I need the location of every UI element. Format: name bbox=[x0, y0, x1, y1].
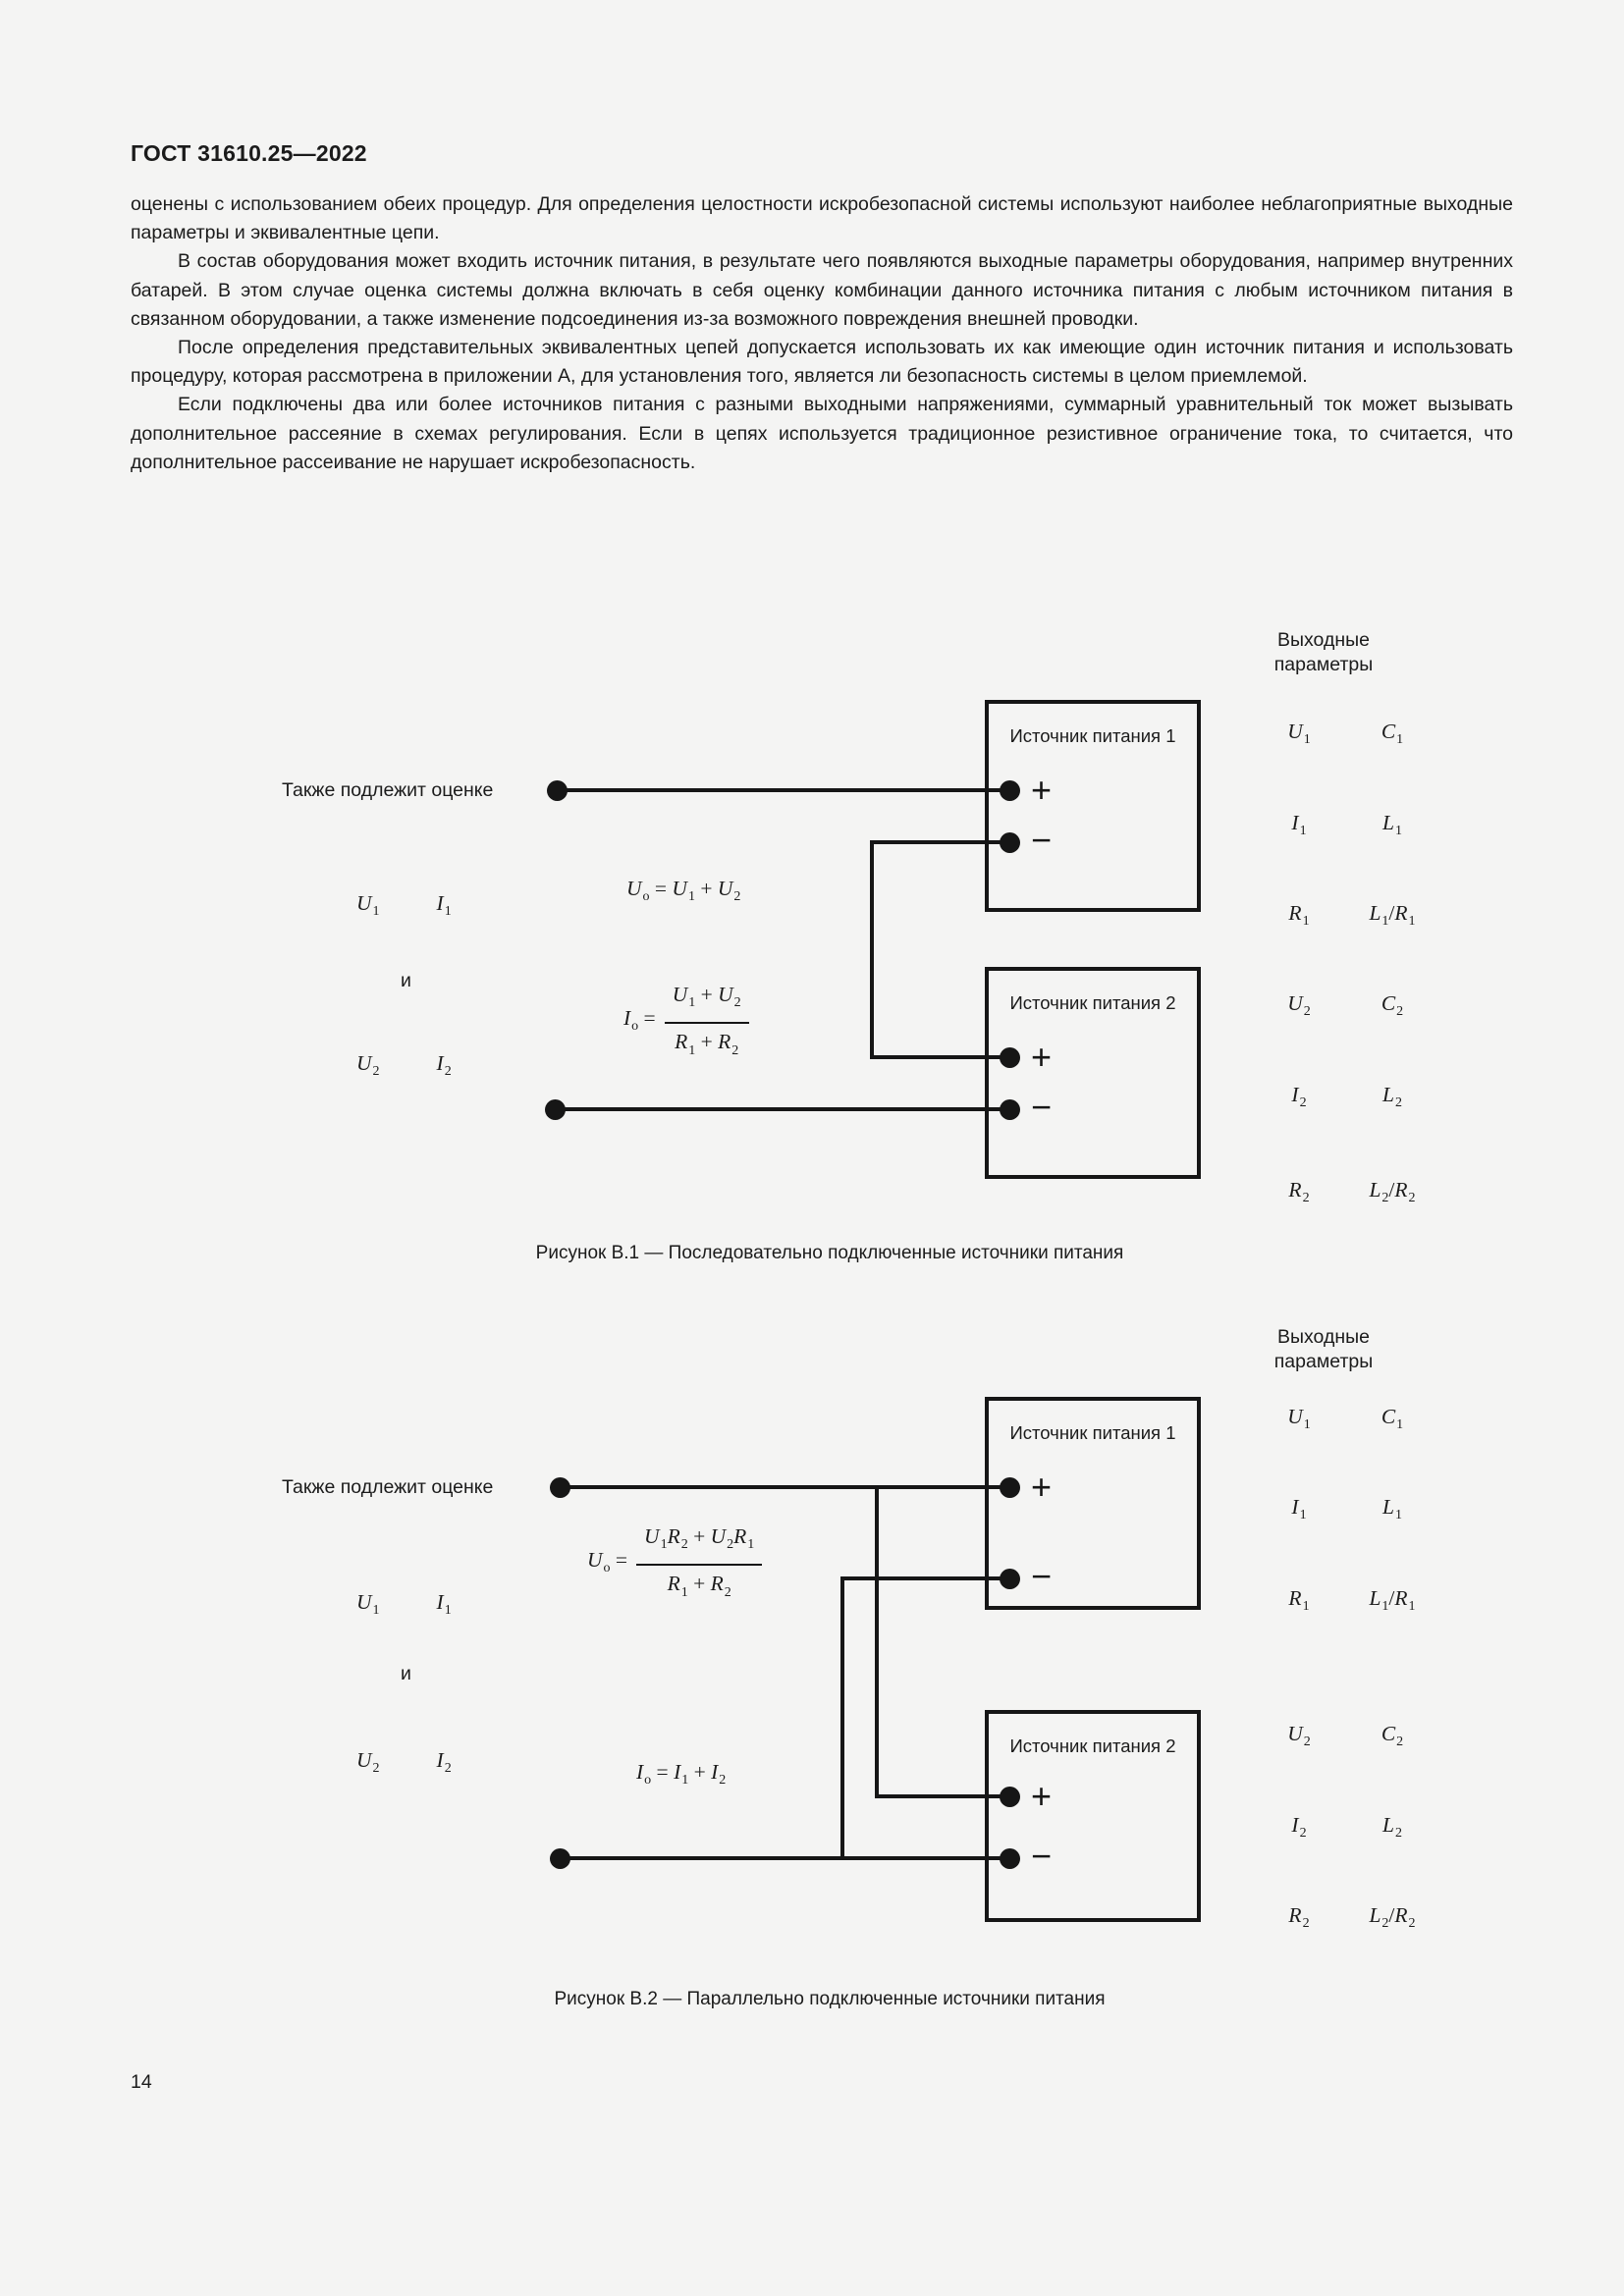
figure2-wire-plus-branch-vertical bbox=[875, 1485, 879, 1798]
figure1-and-label: и bbox=[401, 970, 411, 991]
figure2-formula-uo-fraction bbox=[636, 1522, 762, 1608]
paragraph-2: В состав оборудования может входить источник питания, в результате чего появляются выходные параметры оборудования, например внутренних батарей. В этом случае оценка системы должна включать в себя оценку комбинации данного источника питания с любым источником питания в связанном оборудовании, а также изменение подсоединения из-за возможного повреждения внешней проводки. bbox=[131, 250, 1513, 330]
figure2-u1-label: $U_1$ bbox=[356, 1590, 380, 1619]
figure2-param-i2: $I_2$ bbox=[1291, 1813, 1307, 1842]
figure2-u2-label: $U_2$ bbox=[356, 1748, 380, 1777]
paragraph-3: После определения представительных эквивалентных цепей допускается использовать их как имеющие один источник питания и использовать процедуру, которая рассмотрена в приложении А, для установления того, является ли безопасность системы в целом приемлемой. bbox=[131, 337, 1513, 388]
figure2-i2-label: $I_2$ bbox=[436, 1748, 452, 1777]
figure1-param-l1r1: $L_1/R_1$ bbox=[1369, 901, 1416, 930]
page-title: ГОСТ 31610.25—2022 bbox=[131, 140, 367, 166]
figure1-source2-minus-sign: − bbox=[1031, 1087, 1053, 1127]
paragraph-4: Если подключены два или более источников питания с разными выходными напряжениями, суммарный уравнительный ток может вызывать дополнительное рассеяние в схемах регулирования. Если в цепях используется традиционное резистивное ограничение тока, то считается, что дополнительное рассеивание не нарушает искробезопасность. bbox=[131, 394, 1513, 473]
figure1-pair-u2-i2 bbox=[356, 1048, 452, 1087]
figure2-param-u1: $U_1$ bbox=[1287, 1405, 1311, 1433]
figure1-formula-io-lhs: $I_o$ = bbox=[623, 1006, 656, 1035]
figure1-source2-label: Источник питания 2 bbox=[1009, 992, 1176, 1013]
figure2-output-params-line2: параметры bbox=[1273, 1351, 1374, 1372]
body-text bbox=[131, 190, 1513, 477]
figure2-and-label: и bbox=[401, 1663, 411, 1684]
figure1-pair-u1-i1 bbox=[356, 888, 452, 927]
figure1-param-c1: $C_1$ bbox=[1380, 720, 1404, 748]
figure1-node-dot-top-left bbox=[547, 780, 568, 801]
figure2-source2-box bbox=[985, 1710, 1201, 1922]
figure2-formula-uo-denominator: $R_1 + R_2$ bbox=[667, 1572, 731, 1600]
figure1-formula-io-fraction bbox=[665, 980, 749, 1066]
figure2-formula-uo-numerator: $U_1R_2 + U_2R_1$ bbox=[636, 1522, 762, 1566]
figure2-wire-top bbox=[560, 1485, 1009, 1489]
figure2-output-params-title bbox=[1255, 1325, 1392, 1374]
figure1-source2-plus-sign: + bbox=[1031, 1037, 1053, 1077]
figure1-formula-uo: $U_o = U_1 + U_2$ bbox=[626, 877, 741, 905]
figure1-u1-label: $U_1$ bbox=[356, 891, 380, 920]
figure1-param-u2: $U_2$ bbox=[1287, 991, 1311, 1020]
figure1-wire-bottom bbox=[555, 1107, 1009, 1111]
figure1-u2-label: $U_2$ bbox=[356, 1051, 380, 1080]
figure1-i2-label: $I_2$ bbox=[436, 1051, 452, 1080]
figure1-param-r1: $R_1$ bbox=[1288, 901, 1310, 930]
figure2-wire-bottom bbox=[560, 1856, 1009, 1860]
figure2-pair-u1-i1 bbox=[356, 1587, 452, 1626]
figure2-param-l2r2: $L_2/R_2$ bbox=[1369, 1903, 1416, 1932]
figure2-also-evaluated-label: Также подлежит оценке bbox=[282, 1476, 494, 1498]
figure2-source2-label: Источник питания 2 bbox=[1009, 1735, 1176, 1756]
figure2-param-c2: $C_2$ bbox=[1380, 1722, 1404, 1750]
figure1-wire-top bbox=[557, 788, 1009, 792]
figure1-param-i2: $I_2$ bbox=[1291, 1083, 1307, 1111]
figure2-param-l1r1: $L_1/R_1$ bbox=[1369, 1586, 1416, 1615]
figure1-source1-label: Источник питания 1 bbox=[1009, 725, 1176, 746]
figure1-caption: Рисунок В.1 — Последовательно подключенные источники питания bbox=[535, 1243, 1124, 1263]
figure2-source1-minus-sign: − bbox=[1031, 1556, 1053, 1596]
figure2-param-c1: $C_1$ bbox=[1380, 1405, 1404, 1433]
figure1-source2-box bbox=[985, 967, 1201, 1179]
figure2-formula-uo-lhs: $U_o$ = bbox=[587, 1548, 628, 1576]
figure2-source2-minus-sign: − bbox=[1031, 1836, 1053, 1876]
page-number: 14 bbox=[131, 2071, 152, 2093]
figure2-source2-plus-sign: + bbox=[1031, 1776, 1053, 1816]
figure2-caption: Рисунок В.2 — Параллельно подключенные источники питания bbox=[554, 1989, 1106, 2009]
figure1-wire-series-vertical bbox=[870, 840, 874, 1059]
figure1-param-l2: $L_2$ bbox=[1382, 1083, 1402, 1111]
figure2-node-dot-top-left bbox=[550, 1477, 570, 1498]
figure2-wire-minus-branch-vertical bbox=[840, 1576, 844, 1860]
figure2-i1-label: $I_1$ bbox=[436, 1590, 452, 1619]
figure1-source1-plus-sign: + bbox=[1031, 770, 1053, 810]
figure2-node-dot-bottom-left bbox=[550, 1848, 570, 1869]
figure2-param-r2: $R_2$ bbox=[1288, 1903, 1310, 1932]
figure2-param-u2: $U_2$ bbox=[1287, 1722, 1311, 1750]
figure2-param-l1: $L_1$ bbox=[1382, 1495, 1402, 1523]
figure1-param-l1: $L_1$ bbox=[1382, 811, 1402, 839]
figure1-param-r2: $R_2$ bbox=[1288, 1178, 1310, 1206]
figure1-param-i1: $I_1$ bbox=[1291, 811, 1307, 839]
figure2-pair-u2-i2 bbox=[356, 1745, 452, 1784]
figure1-also-evaluated-label: Также подлежит оценке bbox=[282, 779, 494, 801]
figure2-param-r1: $R_1$ bbox=[1288, 1586, 1310, 1615]
figure2-param-l2: $L_2$ bbox=[1382, 1813, 1402, 1842]
figure1-param-u1: $U_1$ bbox=[1287, 720, 1311, 748]
figure2-formula-io: $I_o = I_1 + I_2$ bbox=[636, 1760, 727, 1789]
figure1-param-c2: $C_2$ bbox=[1380, 991, 1404, 1020]
figure1-formula-io-numerator: $U_1 + U_2$ bbox=[665, 980, 749, 1024]
figure1-i1-label: $I_1$ bbox=[436, 891, 452, 920]
paragraph-1: оценены с использованием обеих процедур. Для определения целостности искробезопасной системы используют наиболее неблагоприятные выходные параметры и эквивалентные цепи. bbox=[131, 193, 1513, 244]
figure1-source1-box bbox=[985, 700, 1201, 912]
figure1-output-params-line2: параметры bbox=[1273, 654, 1374, 675]
figure1-node-dot-bottom-left bbox=[545, 1099, 566, 1120]
figure2-param-i1: $I_1$ bbox=[1291, 1495, 1307, 1523]
figure2-output-params-line1: Выходные bbox=[1277, 1326, 1370, 1348]
figure2-formula-uo bbox=[587, 1522, 762, 1608]
figure1-param-l2r2: $L_2/R_2$ bbox=[1369, 1178, 1416, 1206]
figure1-formula-io bbox=[623, 980, 749, 1066]
figure1-output-params-title bbox=[1255, 628, 1392, 677]
figure1-formula-io-denominator: $R_1 + R_2$ bbox=[675, 1030, 739, 1058]
figure1-output-params-line1: Выходные bbox=[1277, 629, 1370, 651]
figure2-source1-label: Источник питания 1 bbox=[1009, 1422, 1176, 1443]
figure2-source1-box bbox=[985, 1397, 1201, 1610]
figure2-source1-plus-sign: + bbox=[1031, 1467, 1053, 1507]
figure1-source1-minus-sign: − bbox=[1031, 820, 1053, 860]
